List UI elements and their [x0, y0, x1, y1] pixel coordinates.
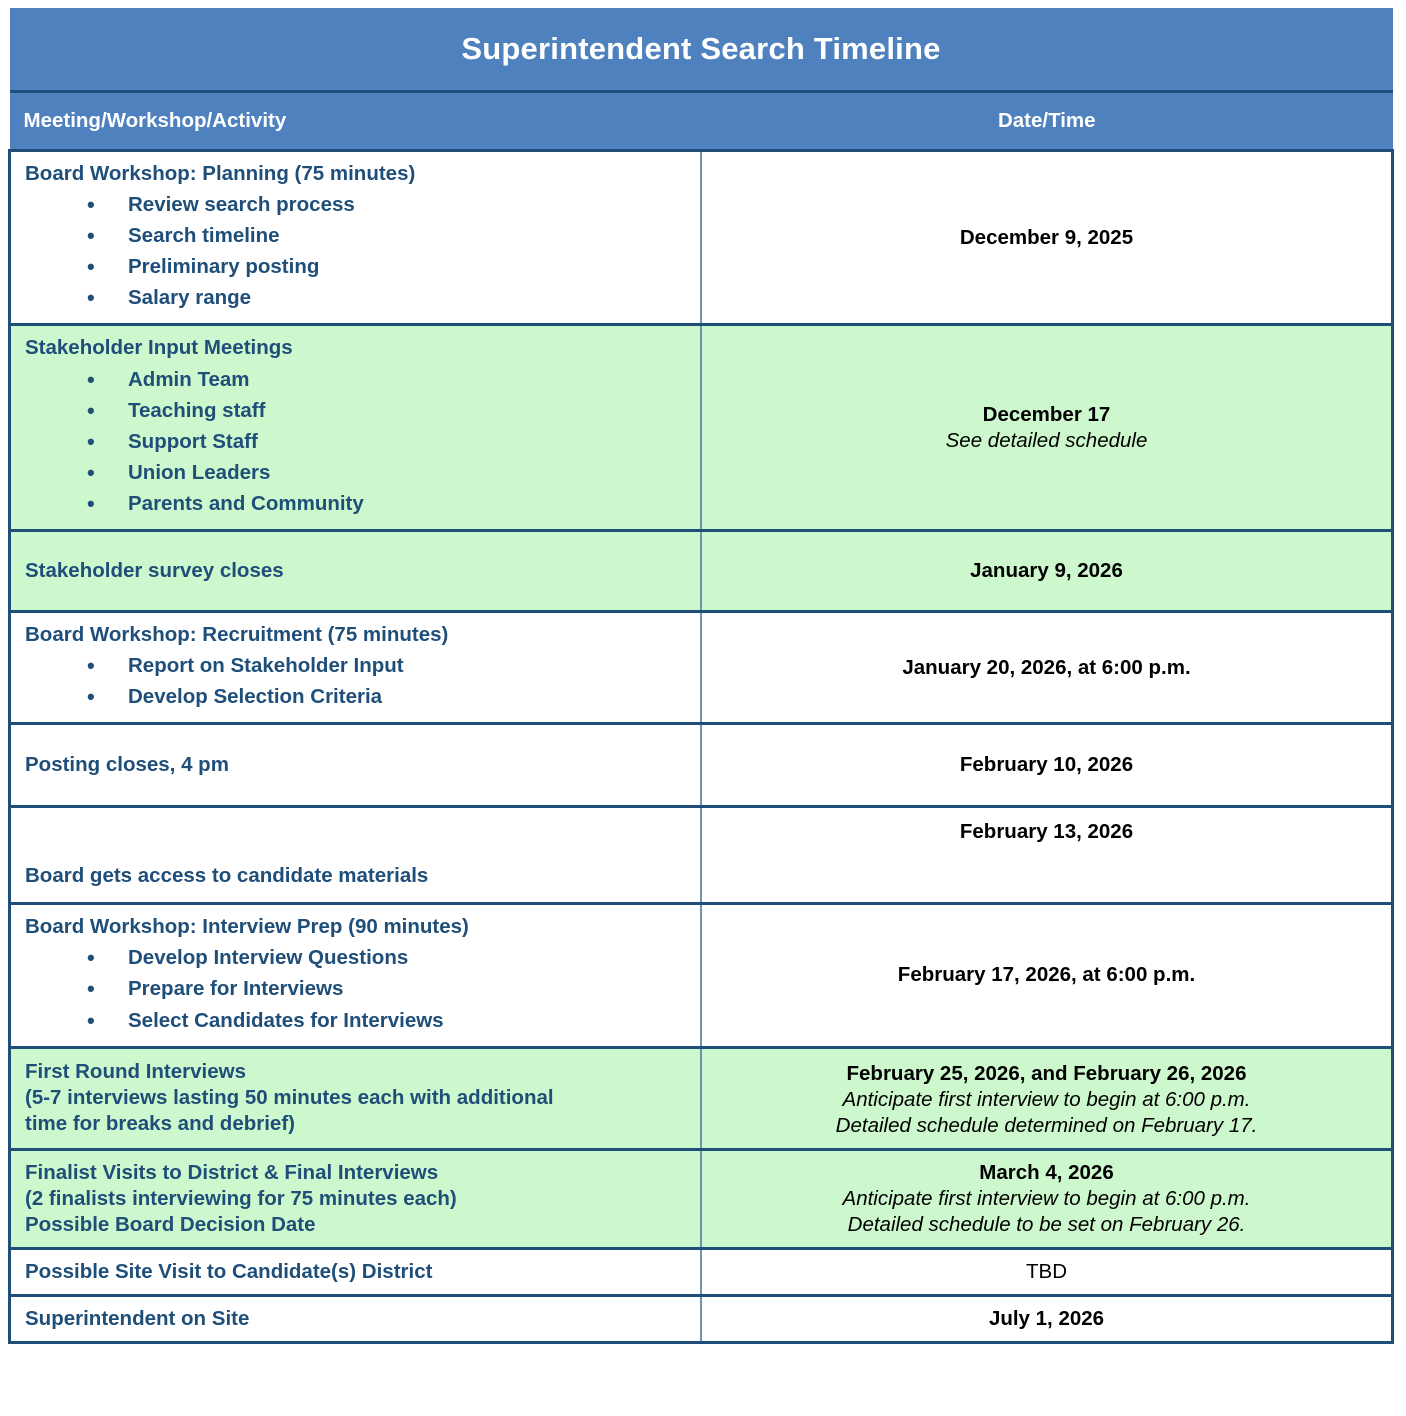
date-cell: [701, 904, 1393, 1047]
column-header-row: [10, 92, 1393, 151]
date-primary: December 9, 2025: [959, 225, 1134, 249]
table-row: [10, 724, 1393, 807]
table-body: [10, 8, 1393, 1342]
date-primary: January 20, 2026, at 6:00 p.m.: [902, 655, 1191, 679]
date-cell: [701, 1047, 1393, 1149]
activity-heading: Board Workshop: Interview Prep (90 minutes): [25, 915, 469, 939]
list-item: • Prepare for Interviews: [25, 974, 690, 1003]
activity-heading: Board Workshop: Recruitment (75 minutes): [25, 623, 449, 647]
date-cell: [701, 151, 1393, 325]
activity-cell: [10, 1149, 702, 1248]
activity-heading: Posting closes, 4 pm: [25, 753, 229, 777]
activity-cell: [10, 904, 702, 1047]
list-item: • Salary range: [25, 283, 690, 312]
date-primary: February 17, 2026, at 6:00 p.m.: [897, 963, 1196, 987]
activity-heading: Stakeholder Input Meetings: [25, 336, 293, 360]
activity-bullet-list: [25, 943, 690, 1034]
date-note: Detailed schedule to be set on February 26.: [847, 1212, 1246, 1236]
activity-bullet-list: [25, 365, 690, 519]
date-note: Anticipate first interview to begin at 6:00 p.m.: [842, 1087, 1251, 1111]
table-row: [10, 612, 1393, 724]
activity-cell: [10, 807, 702, 904]
date-cell: [701, 1149, 1393, 1248]
table-row: [10, 325, 1393, 531]
activity-heading: Board gets access to candidate materials: [25, 864, 429, 888]
list-item: • Support Staff: [25, 427, 690, 456]
table-row: [10, 1149, 1393, 1248]
activity-cell: [10, 325, 702, 531]
activity-detail-line: Possible Board Decision Date: [25, 1212, 316, 1236]
date-cell: [701, 325, 1393, 531]
activity-detail-line: (5-7 interviews lasting 50 minutes each with additional: [25, 1086, 554, 1110]
list-item: • Union Leaders: [25, 458, 690, 487]
date-cell: [701, 1295, 1393, 1342]
table-row: [10, 1248, 1393, 1295]
activity-heading: Possible Site Visit to Candidate(s) District: [25, 1259, 433, 1283]
activity-heading: First Round Interviews: [25, 1060, 246, 1084]
list-item: • Teaching staff: [25, 396, 690, 425]
activity-cell: [10, 1047, 702, 1149]
activity-cell: [10, 1295, 702, 1342]
table-title-cell: [10, 8, 1393, 92]
date-primary: February 10, 2026: [959, 753, 1134, 777]
date-primary: February 25, 2026, and February 26, 2026: [846, 1061, 1247, 1085]
date-note: See detailed schedule: [945, 428, 1148, 452]
table-row: [10, 531, 1393, 612]
date-cell: [701, 724, 1393, 807]
superintendent-search-timeline-table: [8, 8, 1394, 1344]
list-item: • Review search process: [25, 190, 690, 219]
table-row: [10, 1047, 1393, 1149]
date-note: Detailed schedule determined on February 17.: [835, 1113, 1258, 1137]
activity-bullet-list: [25, 651, 690, 711]
column-header-date: Date/Time: [701, 92, 1393, 151]
activity-cell: [10, 724, 702, 807]
list-item: • Parents and Community: [25, 489, 690, 518]
activity-cell: [10, 612, 702, 724]
date-primary: TBD: [1026, 1259, 1067, 1283]
list-item: • Select Candidates for Interviews: [25, 1006, 690, 1035]
list-item: • Search timeline: [25, 221, 690, 250]
page-title: Superintendent Search Timeline: [461, 31, 941, 66]
column-header-activity: Meeting/Workshop/Activity: [10, 92, 702, 151]
list-item: • Report on Stakeholder Input: [25, 651, 690, 680]
activity-bullet-list: [25, 190, 690, 312]
date-primary: March 4, 2026: [979, 1160, 1114, 1184]
list-item: • Admin Team: [25, 365, 690, 394]
activity-cell: [10, 151, 702, 325]
table-title-row: [10, 8, 1393, 92]
table-row: [10, 1295, 1393, 1342]
date-primary: December 17: [982, 402, 1111, 426]
activity-cell: [10, 531, 702, 612]
list-item: • Preliminary posting: [25, 252, 690, 281]
list-item: • Develop Interview Questions: [25, 943, 690, 972]
activity-detail-line: (2 finalists interviewing for 75 minutes each): [25, 1186, 457, 1210]
date-primary: January 9, 2026: [970, 559, 1123, 583]
list-item: • Develop Selection Criteria: [25, 682, 690, 711]
date-cell: [701, 612, 1393, 724]
table-row: [10, 807, 1393, 904]
activity-detail-line: time for breaks and debrief): [25, 1112, 295, 1136]
date-note: Anticipate first interview to begin at 6:00 p.m.: [842, 1186, 1251, 1210]
date-cell: [701, 531, 1393, 612]
activity-heading: Finalist Visits to District & Final Interviews: [25, 1160, 439, 1184]
date-cell: [701, 807, 1393, 904]
date-primary: July 1, 2026: [988, 1306, 1105, 1330]
activity-heading: Superintendent on Site: [25, 1306, 250, 1330]
table-row: [10, 904, 1393, 1047]
date-cell: [701, 1248, 1393, 1295]
activity-heading: Board Workshop: Planning (75 minutes): [25, 162, 416, 185]
date-primary: February 13, 2026: [959, 820, 1134, 844]
table-row: [10, 151, 1393, 325]
activity-cell: [10, 1248, 702, 1295]
activity-heading: Stakeholder survey closes: [25, 559, 284, 583]
